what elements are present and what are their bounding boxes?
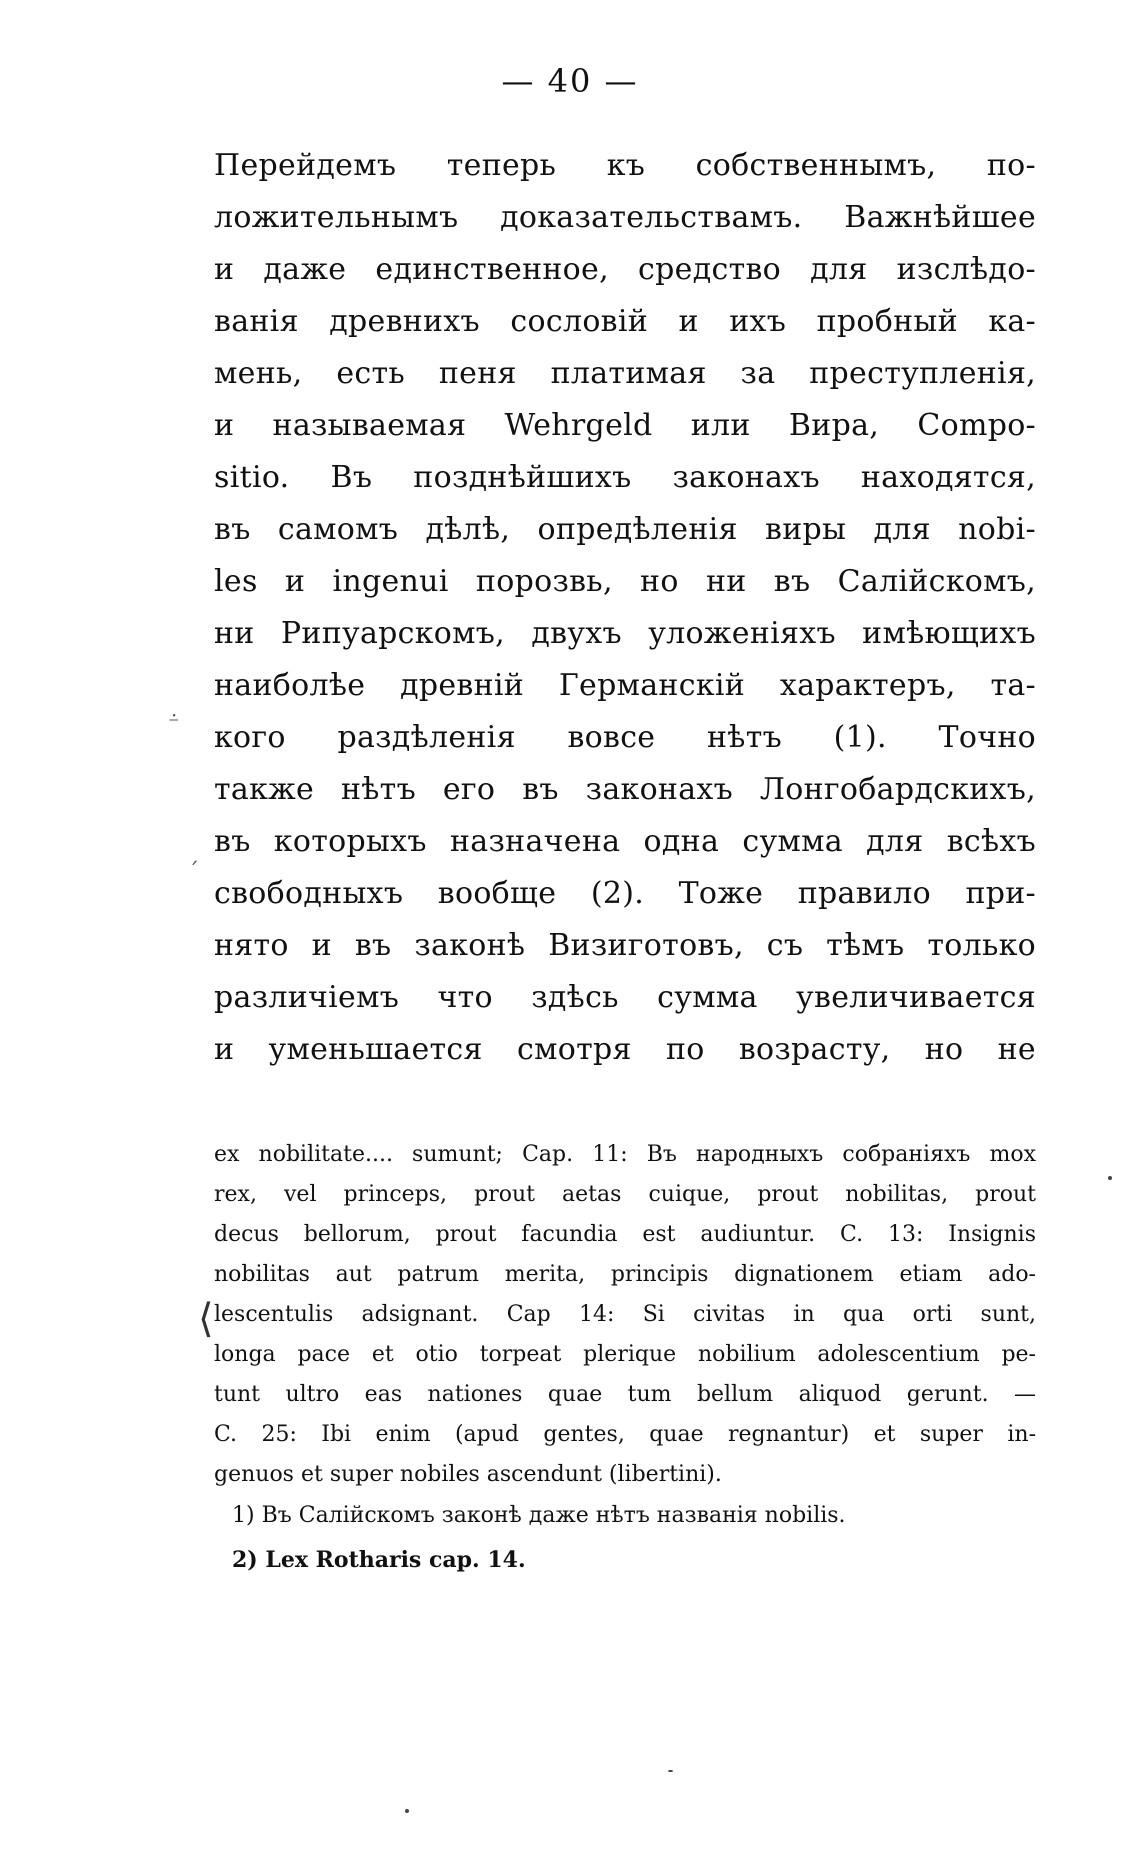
note-line: ex nobilitate.... sumunt; Cap. 11: Въ народныхъ собраніяхъ mox (214, 1142, 1036, 1167)
body-line: sitio. Въ позднѣйшихъ законахъ находятся, (214, 460, 1036, 495)
ink-speck (405, 1809, 409, 1813)
note-line: tunt ultro eas nationes quae tum bellum aliquod gerunt. — (214, 1382, 1036, 1407)
body-line: нято и въ законѣ Визиготовъ, съ тѣмъ только (214, 928, 1036, 963)
body-line: мень, есть пеня платимая за преступленія, (214, 356, 1036, 391)
footnotes (232, 1494, 1032, 1582)
body-line: также нѣтъ его въ законахъ Лонгобардскихъ, (214, 772, 1036, 807)
body-line: Перейдемъ теперь къ собственнымъ, по- (214, 148, 1036, 183)
body-line: les и ingenui порозвь, но ни въ Салійскомъ, (214, 564, 1036, 599)
body-line: ложительнымъ доказательствамъ. Важнѣйшее (214, 200, 1036, 235)
body-line: наиболѣе древній Германскій характеръ, та- (214, 668, 1036, 703)
body-line: и называемая Wehrgeld или Вира, Compo- (214, 408, 1036, 443)
main-body-text (214, 140, 1036, 1076)
body-line: въ которыхъ назначена одна сумма для всѣхъ (214, 824, 1036, 859)
body-line: въ самомъ дѣлѣ, опредѣленія виры для nobi- (214, 512, 1036, 547)
page-number: — 40 — (501, 62, 639, 100)
footnote-2: 2) Lex Rotharis cap. 14. (232, 1547, 526, 1573)
margin-scribble-mark: ⁻̇ (168, 712, 180, 737)
ink-speck (1108, 1176, 1112, 1180)
note-line: decus bellorum, prout facundia est audiuntur. C. 13: Insignis (214, 1222, 1036, 1247)
note-line: C. 25: Ibi enim (apud gentes, quae regnantur) et super in- (214, 1422, 1036, 1447)
body-line: ни Рипуарскомъ, двухъ уложеніяхъ имѣющихъ (214, 616, 1036, 651)
body-line: кого раздѣленія вовсе нѣтъ (1). Точно (214, 720, 1036, 755)
ink-speck (668, 1770, 673, 1772)
note-line: longa pace et otio torpeat plerique nobilium adolescentium pe- (214, 1342, 1036, 1367)
margin-scribble-mark: ˊ (188, 860, 199, 885)
note-line: genuos et super nobiles ascendunt (libertini). (214, 1462, 722, 1487)
margin-bracket-mark: ⟨ (198, 1296, 214, 1342)
note-line: nobilitas aut patrum merita, principis dignationem etiam ado- (214, 1262, 1036, 1287)
note-line: rex, vel princeps, prout aetas cuique, prout nobilitas, prout (214, 1182, 1036, 1207)
footnote-1: 1) Въ Салійскомъ законѣ даже нѣтъ названія nobilis. (232, 1503, 846, 1528)
body-line: различіемъ что здѣсь сумма увеличивается (214, 980, 1036, 1015)
body-line: свободныхъ вообще (2). Тоже правило при- (214, 876, 1036, 911)
body-line: и уменьшается смотря по возрасту, но не (214, 1032, 1036, 1067)
continued-note-text (214, 1135, 1036, 1495)
body-line: ванія древнихъ сословій и ихъ пробный ка- (214, 304, 1036, 339)
body-line: и даже единственное, средство для изслѣдо- (214, 252, 1036, 287)
note-line: lescentulis adsignant. Cap 14: Si civitas in qua orti sunt, (214, 1302, 1036, 1327)
